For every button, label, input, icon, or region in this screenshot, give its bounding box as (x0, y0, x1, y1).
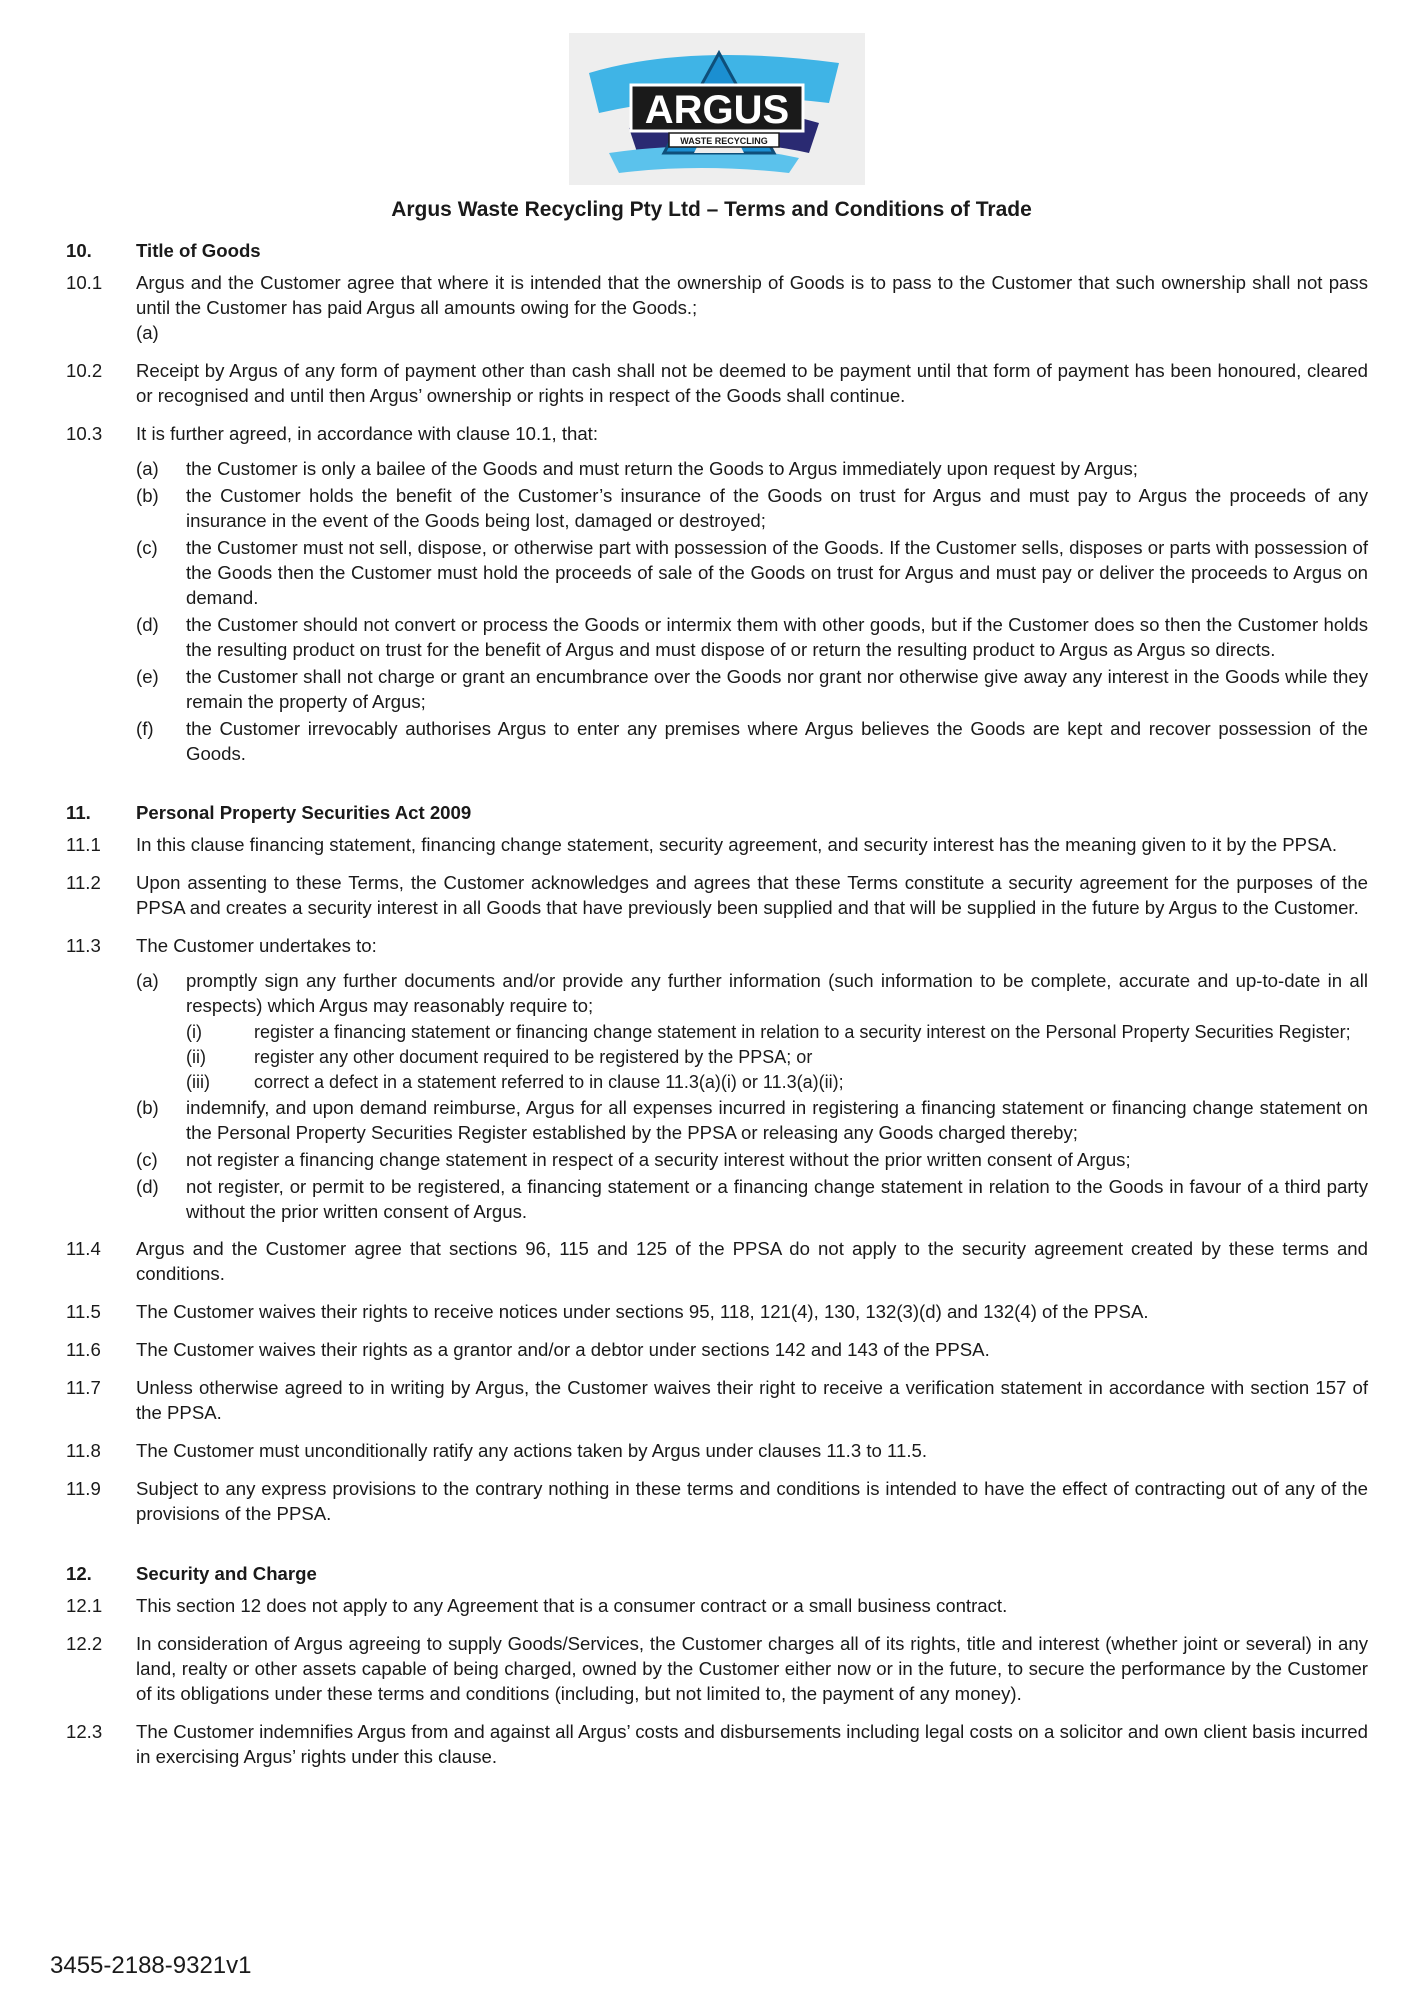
subclause (136, 1095, 1368, 1145)
clause-number: 11.5 (66, 1301, 101, 1322)
clause-text (136, 1631, 1368, 1706)
clause-body: The Customer waives their rights to receive notices under sections 95, 118, 121(4), 130, 132(3)(d) and 132(4) of the PPSA. (136, 1301, 1149, 1322)
clause-number: 12.1 (66, 1595, 103, 1616)
subclause-label: (f) (136, 718, 154, 739)
sub-subclause-text: register any other document required to be registered by the PPSA; or (254, 1047, 813, 1067)
subclause-list (136, 456, 1368, 766)
clause-text (136, 1337, 1368, 1362)
clause-text (136, 832, 1368, 857)
clause (66, 1375, 1368, 1425)
clause-text (136, 1719, 1368, 1769)
clause-number: 10.3 (66, 423, 103, 444)
subclause-text: indemnify, and upon demand reimburse, Argus for all expenses incurred in registering a financing statement or financing change statement on the Personal Property Securities Register established by the PPSA or releasing any Goods charged thereby; (186, 1097, 1368, 1143)
clause-number: 11.8 (66, 1440, 101, 1461)
section-title: Title of Goods (136, 240, 261, 261)
clause-body: Argus and the Customer agree that where it is intended that the ownership of Goods is to pass to the Customer that such ownership shall not pass until the Customer has paid Argus all amounts owing for the Goods.; (136, 272, 1368, 318)
clause-body: Unless otherwise agreed to in writing by Argus, the Customer waives their right to receive a verification statement in accordance with section 157 of the PPSA. (136, 1377, 1368, 1423)
clause (66, 1337, 1368, 1362)
clause-body: The Customer undertakes to: (136, 935, 377, 956)
sub-subclause-label: (iii) (186, 1072, 210, 1092)
clause-number: 11.1 (66, 834, 101, 855)
subclause-text: the Customer shall not charge or grant an encumbrance over the Goods nor grant nor otherwise give away any interest in the Goods while they remain the property of Argus; (186, 666, 1368, 712)
clause (66, 1236, 1368, 1286)
clause (66, 1476, 1368, 1526)
sub-subclause-text: correct a defect in a statement referred to in clause 11.3(a)(i) or 11.3(a)(ii); (254, 1072, 844, 1092)
section-heading (66, 800, 1368, 825)
subclause-label: (e) (136, 666, 159, 687)
subclause-list (136, 968, 1368, 1224)
subclause (136, 716, 1368, 766)
clause-text (136, 1236, 1368, 1286)
argus-logo (569, 33, 865, 185)
clause-text (136, 933, 1368, 958)
clause (66, 421, 1368, 446)
clause-number: 10.2 (66, 360, 103, 381)
subclause-label: (d) (136, 614, 159, 635)
subclause-text: the Customer irrevocably authorises Argus to enter any premises where Argus believes the Goods are kept and recover possession of the Goods. (186, 718, 1368, 764)
clause (66, 358, 1368, 408)
clause-text (136, 1375, 1368, 1425)
clause-text (136, 1593, 1368, 1618)
clause-body: Argus and the Customer agree that sections 96, 115 and 125 of the PPSA do not apply to the security agreement created by these terms and conditions. (136, 1238, 1368, 1284)
clause-number: 11.6 (66, 1339, 101, 1360)
clause-body: The Customer indemnifies Argus from and against all Argus’ costs and disbursements including legal costs on a solicitor and own client basis incurred in exercising Argus’ rights under this clause. (136, 1721, 1368, 1767)
section-heading (66, 1561, 1368, 1586)
clause (66, 870, 1368, 920)
subclause-label: (a) (136, 458, 159, 479)
subclause-text: promptly sign any further documents and/or provide any further information (such information to be complete, accurate and up-to-date in all respects) which Argus may reasonably require to; (186, 970, 1368, 1016)
subclause-text: the Customer holds the benefit of the Customer’s insurance of the Goods on trust for Argus and must pay to Argus the proceeds of any insurance in the event of the Goods being lost, damaged or destroyed; (186, 485, 1368, 531)
clause (66, 1299, 1368, 1324)
clause (66, 1438, 1368, 1463)
clause-body: The Customer waives their rights as a grantor and/or a debtor under sections 142 and 143 of the PPSA. (136, 1339, 990, 1360)
logo-tagline: WASTE RECYCLING (680, 136, 768, 146)
sub-subclause (186, 1045, 1368, 1070)
subclause (136, 483, 1368, 533)
subclause-label: (b) (136, 485, 159, 506)
sub-subclause-label: (ii) (186, 1047, 206, 1067)
subclause (136, 612, 1368, 662)
clause-number: 11.4 (66, 1238, 101, 1259)
clause-number: 11.9 (66, 1478, 101, 1499)
clause-number: 11.7 (66, 1377, 101, 1398)
clause-text (136, 270, 1368, 345)
logo-wordmark: ARGUS (644, 88, 790, 132)
clause-body: Upon assenting to these Terms, the Customer acknowledges and agrees that these Terms constitute a security agreement for the purposes of the PPSA and creates a security interest in all Goods that have previously been supplied and that will be supplied in the future by Argus to the Customer. (136, 872, 1368, 918)
clause-text (136, 1438, 1368, 1463)
clause-body: Receipt by Argus of any form of payment other than cash shall not be deemed to be payment until that form of payment has been honoured, cleared or recognised and until then Argus’ ownership or rights in respect of the Goods shall continue. (136, 360, 1368, 406)
clause (66, 1593, 1368, 1618)
clause (66, 1719, 1368, 1769)
subclause (136, 968, 1368, 1018)
clause-number: 10.1 (66, 272, 103, 293)
subclause-text: not register a financing change statement in respect of a security interest without the prior written consent of Argus; (186, 1149, 1131, 1170)
document-reference: 3455-2188-9321v1 (50, 1952, 252, 1979)
clause-body: It is further agreed, in accordance with clause 10.1, that: (136, 423, 599, 444)
section-number: 10. (66, 240, 92, 261)
clause-body: In consideration of Argus agreeing to supply Goods/Services, the Customer charges all of its rights, title and interest (whether joint or several) in any land, realty or other assets capable of being charged, owned by the Customer either now or in the future, to secure the performance by the Customer of its obligations under these terms and conditions (including, but not limited to, the payment of any money). (136, 1633, 1368, 1704)
subclause (136, 664, 1368, 714)
document-body (66, 238, 1368, 1782)
clause-text (136, 1476, 1368, 1526)
document-title: Argus Waste Recycling Pty Ltd – Terms and Conditions of Trade (391, 198, 1032, 221)
clause (66, 832, 1368, 857)
subclause-text: the Customer should not convert or process the Goods or intermix them with other goods, but if the Customer does so then the Customer holds the resulting product on trust for the benefit of Argus and must dispose of or return the resulting product to Argus as Argus so directs. (186, 614, 1368, 660)
clause-text (136, 358, 1368, 408)
section-number: 11. (66, 802, 91, 823)
section-spacer (66, 1539, 1368, 1551)
clause-body: In this clause financing statement, financing change statement, security agreement, and security interest has the meaning given to it by the PPSA. (136, 834, 1338, 855)
clause (66, 933, 1368, 958)
clause (66, 270, 1368, 345)
sub-subclause-text: register a financing statement or financing change statement in relation to a security interest on the Personal Property Securities Register; (254, 1022, 1351, 1042)
section-spacer (66, 778, 1368, 790)
clause-text (136, 870, 1368, 920)
sub-subclause-label: (i) (186, 1022, 202, 1042)
clause-body: Subject to any express provisions to the contrary nothing in these terms and conditions is intended to have the effect of contracting out of any of the provisions of the PPSA. (136, 1478, 1368, 1524)
subclause (136, 1147, 1368, 1172)
subclause (136, 456, 1368, 481)
clause-trailing-label: (a) (136, 322, 159, 343)
subclause-text: the Customer is only a bailee of the Goods and must return the Goods to Argus immediately upon request by Argus; (186, 458, 1138, 479)
clause-body: This section 12 does not apply to any Agreement that is a consumer contract or a small business contract. (136, 1595, 1008, 1616)
clause-text (136, 421, 1368, 446)
logo-graphic (569, 33, 865, 185)
clause-number: 12.2 (66, 1633, 103, 1654)
subclause (136, 535, 1368, 610)
subclause-label: (c) (136, 537, 158, 558)
clause-number: 11.3 (66, 935, 101, 956)
subclause-label: (a) (136, 970, 159, 991)
sub-subclause (186, 1070, 1368, 1095)
subclause (136, 1174, 1368, 1224)
section-heading (66, 238, 1368, 263)
subclause-text: the Customer must not sell, dispose, or otherwise part with possession of the Goods. If the Customer sells, disposes or parts with possession of the Goods then the Customer must hold the proceeds of sale of the Goods on trust for Argus and must pay or deliver the proceeds to Argus on demand. (186, 537, 1368, 608)
clause-text (136, 1299, 1368, 1324)
section-title: Personal Property Securities Act 2009 (136, 802, 472, 823)
subclause-label: (c) (136, 1149, 158, 1170)
subclause-label: (b) (136, 1097, 159, 1118)
clause-number: 12.3 (66, 1721, 103, 1742)
clause (66, 1631, 1368, 1706)
section-number: 12. (66, 1563, 92, 1584)
sub-subclause (186, 1020, 1368, 1045)
clause-number: 11.2 (66, 872, 101, 893)
subclause-label: (d) (136, 1176, 159, 1197)
section-title: Security and Charge (136, 1563, 317, 1584)
subclause-text: not register, or permit to be registered, a financing statement or a financing change statement in relation to the Goods in favour of a third party without the prior written consent of Argus. (186, 1176, 1368, 1222)
clause-body: The Customer must unconditionally ratify any actions taken by Argus under clauses 11.3 to 11.5. (136, 1440, 928, 1461)
